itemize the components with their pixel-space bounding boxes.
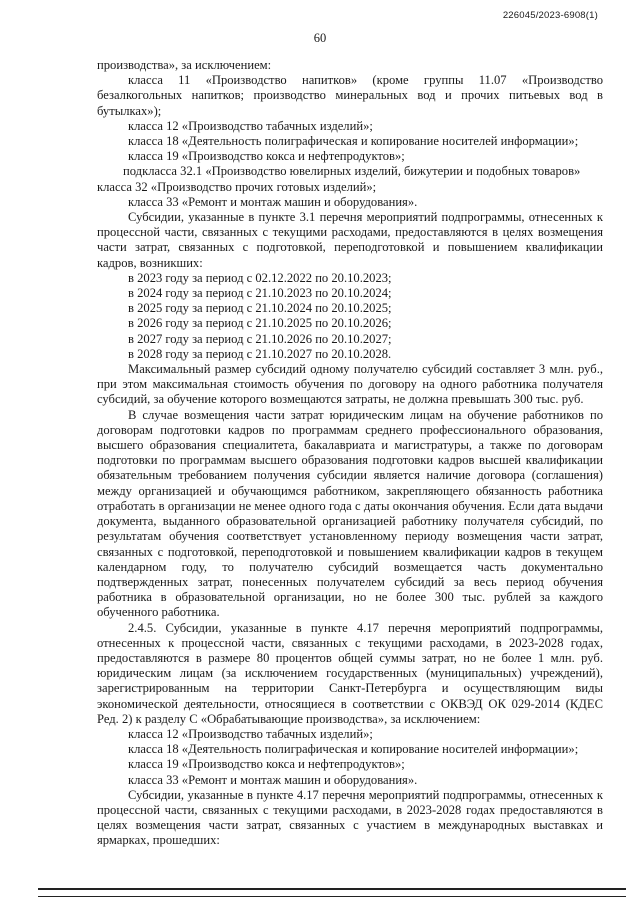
- period-item: в 2024 году за период с 21.10.2023 по 20.10.2024;: [128, 286, 392, 301]
- list-item: класса 12 «Производство табачных изделий»;: [128, 726, 373, 741]
- paragraph: 2.4.5. Субсидии, указанные в пункте 4.17 перечня мероприятий подпрограммы, отнесенных к процессной части, связанных с текущими расходами, в 2023-2028 годах, предоставляются в размере 80 процентов общей суммы затрат, но не более 1 млн. руб. юридическим лицам (за исключением государственных (муниципальных) учреждений), зарегистрированным на территории Санкт-Петербурга и осуществляющим виды экономической деятельности, относящиеся в соответствии с ОКВЭД ОК 029-2014 (КДЕС Ред. 2) к разделу С «Обрабатывающие производства», за исключением:: [97, 620, 603, 726]
- paragraph: производства», за исключением:: [97, 58, 272, 72]
- document-body: [97, 58, 603, 849]
- list-item: класса 32 «Производство прочих готовых изделий»;: [97, 179, 377, 194]
- bottom-rule: [38, 888, 626, 890]
- list-item: класса 19 «Производство кокса и нефтепродуктов»;: [128, 757, 405, 772]
- bottom-rule: [38, 896, 626, 897]
- period-item: в 2027 году за период с 21.10.2026 по 20.10.2027;: [128, 331, 392, 346]
- period-item: в 2023 году за период с 02.12.2022 по 20.10.2023;: [128, 270, 392, 285]
- paragraph: Максимальный размер субсидий одному получателю субсидий составляет 3 млн. руб., при этом максимальная стоимость обучения по договору на одного работника получателя субсидий, за обучение которого возмещаются затраты, не должна превышать 300 тыс. руб.: [97, 362, 603, 407]
- period-item: в 2028 году за период с 21.10.2027 по 20.10.2028.: [128, 346, 392, 361]
- list-item: класса 12 «Производство табачных изделий»;: [128, 118, 373, 133]
- list-item: класса 33 «Ремонт и монтаж машин и оборудования».: [128, 772, 418, 787]
- list-item: класса 18 «Деятельность полиграфическая и копирование носителей информации»;: [128, 134, 579, 149]
- paragraph: Субсидии, указанные в пункте 3.1 перечня мероприятий подпрограммы, отнесенных к процессной части, связанных с текущими расходами, предоставляются в целях возмещения части затрат, связанных с подготовкой, переподготовкой и повышением квалификации кадров, возникших:: [97, 210, 603, 270]
- list-item: класса 33 «Ремонт и монтаж машин и оборудования».: [128, 194, 418, 209]
- paragraph: Субсидии, указанные в пункте 4.17 перечня мероприятий подпрограммы, отнесенных к процессной части, связанных с текущими расходами, в 2023-2028 годах предоставляются в целях возмещения части затрат, связанных с участием в международных выставках и ярмарках, прошедших:: [97, 787, 603, 848]
- document-id: 226045/2023-6908(1): [502, 10, 598, 21]
- paragraph: класса 11 «Производство напитков» (кроме группы 11.07 «Производство безалкогольных напитков; производство минеральных вод и прочих питьевых вод в бутылках»);: [97, 73, 603, 118]
- list-item: класса 18 «Деятельность полиграфическая и копирование носителей информации»;: [128, 742, 579, 757]
- paragraph: В случае возмещения части затрат юридическим лицам на обучение работников по договорам подготовки кадров по программам среднего профессионального образования, высшего образования специалитета, бакалавриата и магистратуры, а также по договорам подготовки по программам высшего образования подготовки кадров высшей квалификации обязательным требованием получения субсидии является наличие договора (соглашения) между организацией и обучающимся работником, закрепляющего обязанность работника отработать в организации не менее одного года с даты окончания обучения. Если дата выдачи документа, выданного образовательной организацией работнику получателя субсидий, по результатам обучения соответствует установленному периоду возмещения части затрат, связанных с подготовкой, переподготовкой и повышением квалификации кадров в текущем календарном году, то получателю субсидий возмещается часть документально подтвержденных затрат, понесенных получателем субсидий за весь период обучения работника в образовательной организации, но не более 300 тыс. рублей за каждого обученного работника.: [97, 407, 603, 620]
- period-item: в 2025 году за период с 21.10.2024 по 20.10.2025;: [128, 301, 392, 316]
- period-item: в 2026 году за период с 21.10.2025 по 20.10.2026;: [128, 316, 392, 331]
- list-item: подкласса 32.1 «Производство ювелирных изделий, бижутерии и подобных товаров»: [123, 164, 581, 179]
- page-number: 60: [313, 31, 327, 45]
- list-item: класса 19 «Производство кокса и нефтепродуктов»;: [128, 149, 405, 164]
